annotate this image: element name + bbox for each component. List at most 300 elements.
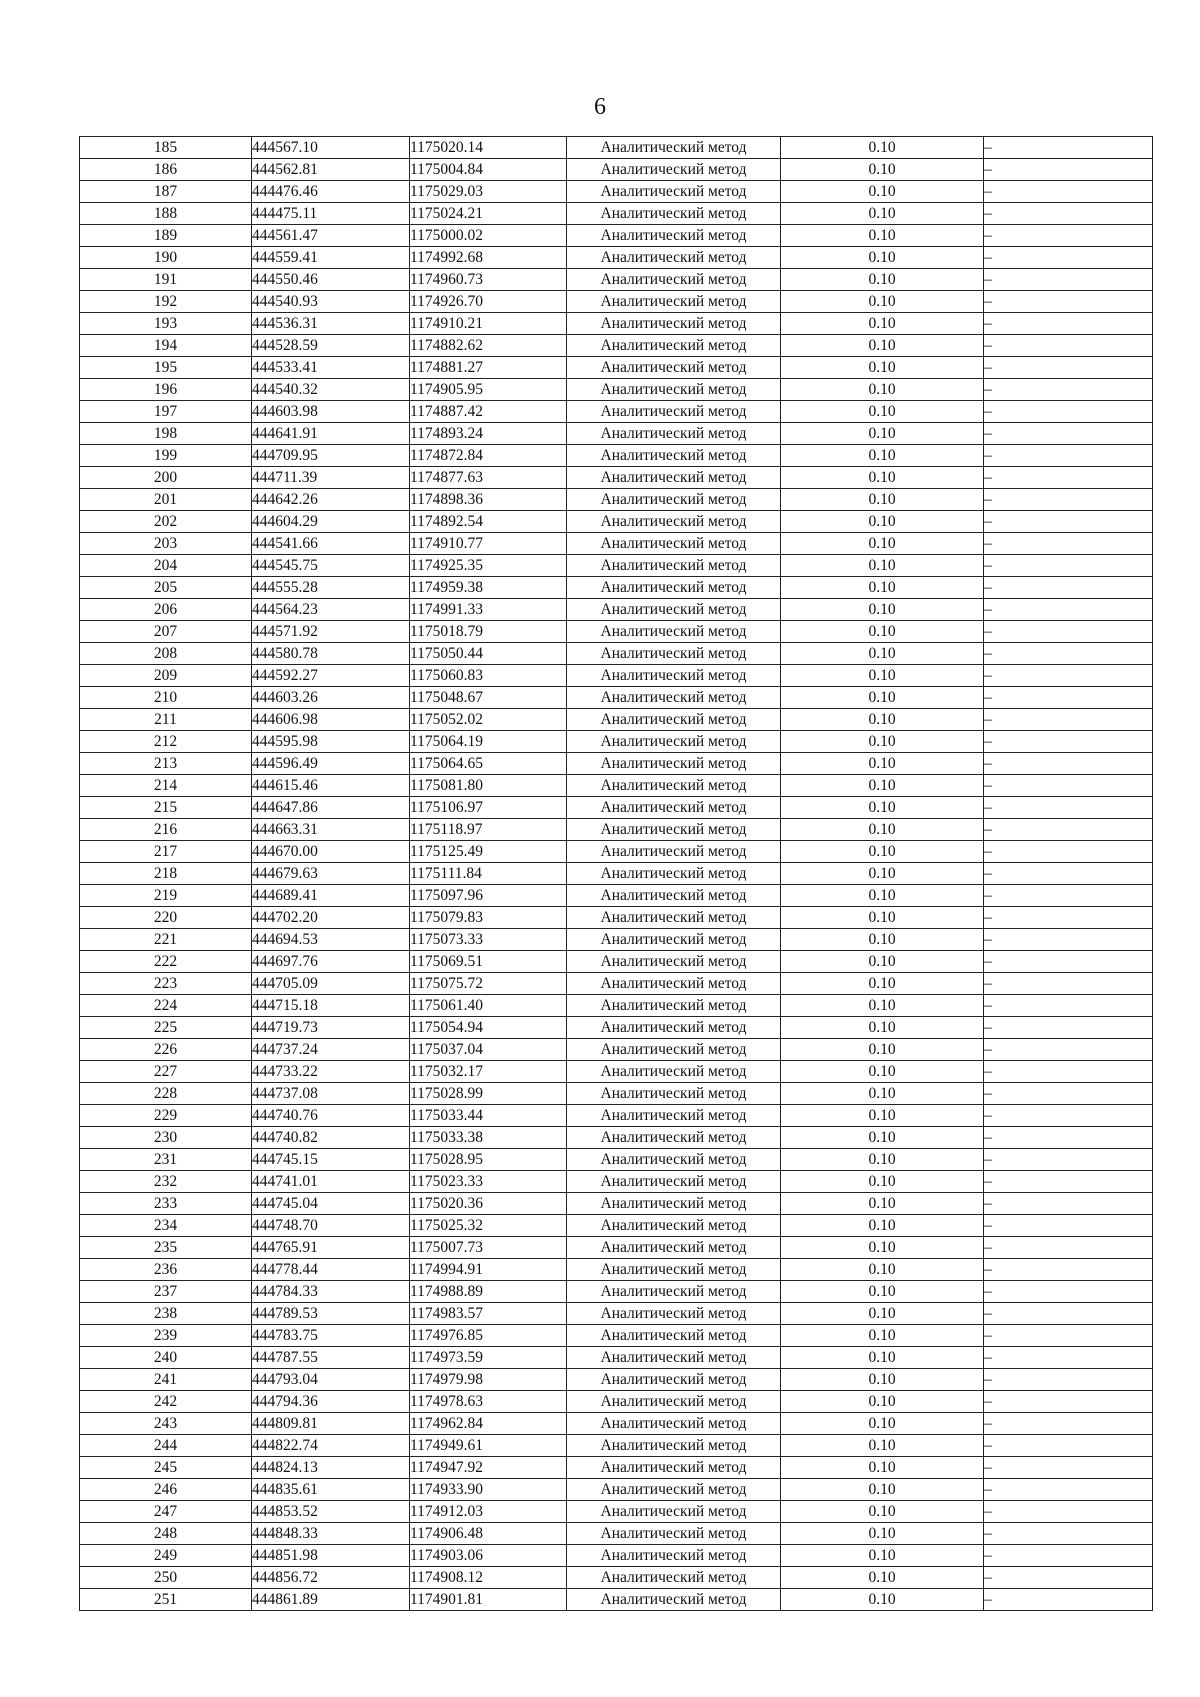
table-row — [80, 269, 1153, 291]
description-cell: – — [984, 1127, 1153, 1149]
point-number-cell: 241 — [80, 1369, 252, 1391]
x-coordinate-cell: 444697.76 — [252, 951, 410, 973]
accuracy-cell: 0.10 — [781, 467, 984, 489]
table-row — [80, 1325, 1153, 1347]
x-coordinate-cell: 444603.26 — [252, 687, 410, 709]
accuracy-cell: 0.10 — [781, 775, 984, 797]
description-cell: – — [984, 1061, 1153, 1083]
table-row — [80, 995, 1153, 1017]
x-coordinate-cell: 444861.89 — [252, 1589, 410, 1611]
accuracy-cell: 0.10 — [781, 269, 984, 291]
y-coordinate-cell: 1174912.03 — [410, 1501, 567, 1523]
point-number-cell: 217 — [80, 841, 252, 863]
method-cell: Аналитический метод — [567, 643, 781, 665]
method-cell: Аналитический метод — [567, 1501, 781, 1523]
x-coordinate-cell: 444745.15 — [252, 1149, 410, 1171]
y-coordinate-cell: 1175007.73 — [410, 1237, 567, 1259]
accuracy-cell: 0.10 — [781, 511, 984, 533]
y-coordinate-cell: 1175054.94 — [410, 1017, 567, 1039]
description-cell: – — [984, 137, 1153, 159]
accuracy-cell: 0.10 — [781, 731, 984, 753]
point-number-cell: 201 — [80, 489, 252, 511]
method-cell: Аналитический метод — [567, 181, 781, 203]
table-row — [80, 533, 1153, 555]
x-coordinate-cell: 444663.31 — [252, 819, 410, 841]
method-cell: Аналитический метод — [567, 1039, 781, 1061]
table-row — [80, 555, 1153, 577]
description-cell: – — [984, 1281, 1153, 1303]
x-coordinate-cell: 444670.00 — [252, 841, 410, 863]
table-row — [80, 225, 1153, 247]
point-number-cell: 193 — [80, 313, 252, 335]
x-coordinate-cell: 444562.81 — [252, 159, 410, 181]
table-row — [80, 1171, 1153, 1193]
description-cell: – — [984, 1457, 1153, 1479]
y-coordinate-cell: 1175029.03 — [410, 181, 567, 203]
description-cell: – — [984, 621, 1153, 643]
table-row — [80, 401, 1153, 423]
table-row — [80, 423, 1153, 445]
method-cell: Аналитический метод — [567, 203, 781, 225]
point-number-cell: 228 — [80, 1083, 252, 1105]
accuracy-cell: 0.10 — [781, 555, 984, 577]
description-cell: – — [984, 1083, 1153, 1105]
point-number-cell: 251 — [80, 1589, 252, 1611]
description-cell: – — [984, 1193, 1153, 1215]
accuracy-cell: 0.10 — [781, 929, 984, 951]
y-coordinate-cell: 1175064.19 — [410, 731, 567, 753]
method-cell: Аналитический метод — [567, 1435, 781, 1457]
table-row — [80, 753, 1153, 775]
x-coordinate-cell: 444592.27 — [252, 665, 410, 687]
table-row — [80, 1017, 1153, 1039]
x-coordinate-cell: 444715.18 — [252, 995, 410, 1017]
method-cell: Аналитический метод — [567, 489, 781, 511]
table-row — [80, 357, 1153, 379]
y-coordinate-cell: 1175061.40 — [410, 995, 567, 1017]
table-row — [80, 1039, 1153, 1061]
description-cell: – — [984, 1325, 1153, 1347]
table-row — [80, 1369, 1153, 1391]
accuracy-cell: 0.10 — [781, 1061, 984, 1083]
y-coordinate-cell: 1174988.89 — [410, 1281, 567, 1303]
y-coordinate-cell: 1174947.92 — [410, 1457, 567, 1479]
method-cell: Аналитический метод — [567, 555, 781, 577]
x-coordinate-cell: 444765.91 — [252, 1237, 410, 1259]
x-coordinate-cell: 444835.61 — [252, 1479, 410, 1501]
point-number-cell: 199 — [80, 445, 252, 467]
method-cell: Аналитический метод — [567, 797, 781, 819]
method-cell: Аналитический метод — [567, 819, 781, 841]
accuracy-cell: 0.10 — [781, 1501, 984, 1523]
accuracy-cell: 0.10 — [781, 665, 984, 687]
y-coordinate-cell: 1174910.21 — [410, 313, 567, 335]
method-cell: Аналитический метод — [567, 1479, 781, 1501]
x-coordinate-cell: 444642.26 — [252, 489, 410, 511]
accuracy-cell: 0.10 — [781, 1039, 984, 1061]
method-cell: Аналитический метод — [567, 313, 781, 335]
y-coordinate-cell: 1174979.98 — [410, 1369, 567, 1391]
x-coordinate-cell: 444475.11 — [252, 203, 410, 225]
x-coordinate-cell: 444745.04 — [252, 1193, 410, 1215]
x-coordinate-cell: 444596.49 — [252, 753, 410, 775]
table-row — [80, 775, 1153, 797]
x-coordinate-cell: 444784.33 — [252, 1281, 410, 1303]
method-cell: Аналитический метод — [567, 621, 781, 643]
table-row — [80, 731, 1153, 753]
description-cell: – — [984, 291, 1153, 313]
accuracy-cell: 0.10 — [781, 379, 984, 401]
accuracy-cell: 0.10 — [781, 203, 984, 225]
x-coordinate-cell: 444719.73 — [252, 1017, 410, 1039]
method-cell: Аналитический метод — [567, 335, 781, 357]
description-cell: – — [984, 313, 1153, 335]
y-coordinate-cell: 1174910.77 — [410, 533, 567, 555]
description-cell: – — [984, 1149, 1153, 1171]
y-coordinate-cell: 1175000.02 — [410, 225, 567, 247]
x-coordinate-cell: 444740.76 — [252, 1105, 410, 1127]
method-cell: Аналитический метод — [567, 841, 781, 863]
table-row — [80, 797, 1153, 819]
table-row — [80, 1589, 1153, 1611]
accuracy-cell: 0.10 — [781, 863, 984, 885]
accuracy-cell: 0.10 — [781, 885, 984, 907]
method-cell: Аналитический метод — [567, 247, 781, 269]
table-row — [80, 1479, 1153, 1501]
x-coordinate-cell: 444595.98 — [252, 731, 410, 753]
y-coordinate-cell: 1174962.84 — [410, 1413, 567, 1435]
description-cell: – — [984, 1567, 1153, 1589]
method-cell: Аналитический метод — [567, 995, 781, 1017]
method-cell: Аналитический метод — [567, 1237, 781, 1259]
point-number-cell: 248 — [80, 1523, 252, 1545]
method-cell: Аналитический метод — [567, 687, 781, 709]
method-cell: Аналитический метод — [567, 1193, 781, 1215]
description-cell: – — [984, 929, 1153, 951]
point-number-cell: 235 — [80, 1237, 252, 1259]
table-row — [80, 1149, 1153, 1171]
accuracy-cell: 0.10 — [781, 335, 984, 357]
method-cell: Аналитический метод — [567, 863, 781, 885]
y-coordinate-cell: 1175118.97 — [410, 819, 567, 841]
description-cell: – — [984, 1413, 1153, 1435]
point-number-cell: 186 — [80, 159, 252, 181]
description-cell: – — [984, 841, 1153, 863]
y-coordinate-cell: 1175097.96 — [410, 885, 567, 907]
point-number-cell: 230 — [80, 1127, 252, 1149]
y-coordinate-cell: 1175125.49 — [410, 841, 567, 863]
point-number-cell: 244 — [80, 1435, 252, 1457]
table-row — [80, 511, 1153, 533]
description-cell: – — [984, 489, 1153, 511]
description-cell: – — [984, 1303, 1153, 1325]
page-number: 6 — [594, 94, 606, 120]
table-row — [80, 379, 1153, 401]
accuracy-cell: 0.10 — [781, 1171, 984, 1193]
accuracy-cell: 0.10 — [781, 357, 984, 379]
method-cell: Аналитический метод — [567, 973, 781, 995]
description-cell: – — [984, 951, 1153, 973]
x-coordinate-cell: 444737.08 — [252, 1083, 410, 1105]
method-cell: Аналитический метод — [567, 1017, 781, 1039]
method-cell: Аналитический метод — [567, 1545, 781, 1567]
method-cell: Аналитический метод — [567, 665, 781, 687]
table-row — [80, 577, 1153, 599]
table-row — [80, 291, 1153, 313]
description-cell: – — [984, 995, 1153, 1017]
x-coordinate-cell: 444787.55 — [252, 1347, 410, 1369]
y-coordinate-cell: 1175064.65 — [410, 753, 567, 775]
x-coordinate-cell: 444856.72 — [252, 1567, 410, 1589]
point-number-cell: 214 — [80, 775, 252, 797]
method-cell: Аналитический метод — [567, 1105, 781, 1127]
y-coordinate-cell: 1174978.63 — [410, 1391, 567, 1413]
table-row — [80, 1391, 1153, 1413]
point-number-cell: 195 — [80, 357, 252, 379]
method-cell: Аналитический метод — [567, 775, 781, 797]
accuracy-cell: 0.10 — [781, 423, 984, 445]
x-coordinate-cell: 444528.59 — [252, 335, 410, 357]
accuracy-cell: 0.10 — [781, 181, 984, 203]
y-coordinate-cell: 1175025.32 — [410, 1215, 567, 1237]
table-row — [80, 1501, 1153, 1523]
point-number-cell: 198 — [80, 423, 252, 445]
description-cell: – — [984, 907, 1153, 929]
x-coordinate-cell: 444783.75 — [252, 1325, 410, 1347]
y-coordinate-cell: 1175037.04 — [410, 1039, 567, 1061]
accuracy-cell: 0.10 — [781, 1325, 984, 1347]
y-coordinate-cell: 1174991.33 — [410, 599, 567, 621]
table-row — [80, 929, 1153, 951]
table-row — [80, 907, 1153, 929]
description-cell: – — [984, 1545, 1153, 1567]
point-number-cell: 234 — [80, 1215, 252, 1237]
y-coordinate-cell: 1175018.79 — [410, 621, 567, 643]
x-coordinate-cell: 444733.22 — [252, 1061, 410, 1083]
y-coordinate-cell: 1175024.21 — [410, 203, 567, 225]
point-number-cell: 233 — [80, 1193, 252, 1215]
table-row — [80, 1061, 1153, 1083]
point-number-cell: 200 — [80, 467, 252, 489]
table-row — [80, 951, 1153, 973]
method-cell: Аналитический метод — [567, 1281, 781, 1303]
method-cell: Аналитический метод — [567, 269, 781, 291]
y-coordinate-cell: 1175020.14 — [410, 137, 567, 159]
y-coordinate-cell: 1174882.62 — [410, 335, 567, 357]
table-row — [80, 973, 1153, 995]
method-cell: Аналитический метод — [567, 159, 781, 181]
method-cell: Аналитический метод — [567, 137, 781, 159]
table-row — [80, 1545, 1153, 1567]
x-coordinate-cell: 444536.31 — [252, 313, 410, 335]
accuracy-cell: 0.10 — [781, 687, 984, 709]
y-coordinate-cell: 1175020.36 — [410, 1193, 567, 1215]
point-number-cell: 216 — [80, 819, 252, 841]
y-coordinate-cell: 1175050.44 — [410, 643, 567, 665]
y-coordinate-cell: 1174872.84 — [410, 445, 567, 467]
accuracy-cell: 0.10 — [781, 1567, 984, 1589]
method-cell: Аналитический метод — [567, 907, 781, 929]
x-coordinate-cell: 444778.44 — [252, 1259, 410, 1281]
table-row — [80, 1105, 1153, 1127]
method-cell: Аналитический метод — [567, 731, 781, 753]
accuracy-cell: 0.10 — [781, 159, 984, 181]
point-number-cell: 247 — [80, 1501, 252, 1523]
point-number-cell: 188 — [80, 203, 252, 225]
description-cell: – — [984, 819, 1153, 841]
point-number-cell: 220 — [80, 907, 252, 929]
x-coordinate-cell: 444853.52 — [252, 1501, 410, 1523]
method-cell: Аналитический метод — [567, 1589, 781, 1611]
table-row — [80, 1259, 1153, 1281]
y-coordinate-cell: 1174960.73 — [410, 269, 567, 291]
y-coordinate-cell: 1175033.44 — [410, 1105, 567, 1127]
description-cell: – — [984, 1237, 1153, 1259]
accuracy-cell: 0.10 — [781, 951, 984, 973]
description-cell: – — [984, 225, 1153, 247]
table-row — [80, 621, 1153, 643]
accuracy-cell: 0.10 — [781, 401, 984, 423]
point-number-cell: 222 — [80, 951, 252, 973]
x-coordinate-cell: 444571.92 — [252, 621, 410, 643]
description-cell: – — [984, 467, 1153, 489]
description-cell: – — [984, 599, 1153, 621]
x-coordinate-cell: 444679.63 — [252, 863, 410, 885]
table-row — [80, 1457, 1153, 1479]
point-number-cell: 224 — [80, 995, 252, 1017]
description-cell: – — [984, 1369, 1153, 1391]
x-coordinate-cell: 444709.95 — [252, 445, 410, 467]
table-row — [80, 445, 1153, 467]
x-coordinate-cell: 444555.28 — [252, 577, 410, 599]
point-number-cell: 246 — [80, 1479, 252, 1501]
table-row — [80, 467, 1153, 489]
table-row — [80, 1215, 1153, 1237]
method-cell: Аналитический метод — [567, 445, 781, 467]
point-number-cell: 249 — [80, 1545, 252, 1567]
point-number-cell: 209 — [80, 665, 252, 687]
y-coordinate-cell: 1175048.67 — [410, 687, 567, 709]
method-cell: Аналитический метод — [567, 1171, 781, 1193]
description-cell: – — [984, 555, 1153, 577]
method-cell: Аналитический метод — [567, 1523, 781, 1545]
description-cell: – — [984, 643, 1153, 665]
accuracy-cell: 0.10 — [781, 291, 984, 313]
accuracy-cell: 0.10 — [781, 1083, 984, 1105]
accuracy-cell: 0.10 — [781, 247, 984, 269]
x-coordinate-cell: 444533.41 — [252, 357, 410, 379]
description-cell: – — [984, 863, 1153, 885]
description-cell: – — [984, 775, 1153, 797]
table-row — [80, 1303, 1153, 1325]
method-cell: Аналитический метод — [567, 1567, 781, 1589]
description-cell: – — [984, 709, 1153, 731]
point-number-cell: 219 — [80, 885, 252, 907]
method-cell: Аналитический метод — [567, 291, 781, 313]
point-number-cell: 250 — [80, 1567, 252, 1589]
accuracy-cell: 0.10 — [781, 1215, 984, 1237]
x-coordinate-cell: 444559.41 — [252, 247, 410, 269]
table-row — [80, 1281, 1153, 1303]
y-coordinate-cell: 1174994.91 — [410, 1259, 567, 1281]
accuracy-cell: 0.10 — [781, 1413, 984, 1435]
point-number-cell: 238 — [80, 1303, 252, 1325]
description-cell: – — [984, 577, 1153, 599]
accuracy-cell: 0.10 — [781, 841, 984, 863]
y-coordinate-cell: 1174898.36 — [410, 489, 567, 511]
method-cell: Аналитический метод — [567, 1149, 781, 1171]
point-number-cell: 213 — [80, 753, 252, 775]
point-number-cell: 242 — [80, 1391, 252, 1413]
description-cell: – — [984, 973, 1153, 995]
point-number-cell: 197 — [80, 401, 252, 423]
y-coordinate-cell: 1175004.84 — [410, 159, 567, 181]
point-number-cell: 231 — [80, 1149, 252, 1171]
coordinates-table — [79, 136, 1153, 1611]
table-row — [80, 1347, 1153, 1369]
table-row — [80, 841, 1153, 863]
description-cell: – — [984, 401, 1153, 423]
accuracy-cell: 0.10 — [781, 489, 984, 511]
point-number-cell: 202 — [80, 511, 252, 533]
x-coordinate-cell: 444604.29 — [252, 511, 410, 533]
accuracy-cell: 0.10 — [781, 797, 984, 819]
accuracy-cell: 0.10 — [781, 137, 984, 159]
method-cell: Аналитический метод — [567, 401, 781, 423]
method-cell: Аналитический метод — [567, 1127, 781, 1149]
accuracy-cell: 0.10 — [781, 753, 984, 775]
point-number-cell: 245 — [80, 1457, 252, 1479]
accuracy-cell: 0.10 — [781, 577, 984, 599]
x-coordinate-cell: 444540.93 — [252, 291, 410, 313]
accuracy-cell: 0.10 — [781, 973, 984, 995]
point-number-cell: 226 — [80, 1039, 252, 1061]
x-coordinate-cell: 444702.20 — [252, 907, 410, 929]
x-coordinate-cell: 444476.46 — [252, 181, 410, 203]
point-number-cell: 223 — [80, 973, 252, 995]
point-number-cell: 227 — [80, 1061, 252, 1083]
method-cell: Аналитический метод — [567, 379, 781, 401]
x-coordinate-cell: 444603.98 — [252, 401, 410, 423]
x-coordinate-cell: 444711.39 — [252, 467, 410, 489]
description-cell: – — [984, 511, 1153, 533]
y-coordinate-cell: 1174926.70 — [410, 291, 567, 313]
y-coordinate-cell: 1175075.72 — [410, 973, 567, 995]
point-number-cell: 190 — [80, 247, 252, 269]
y-coordinate-cell: 1174949.61 — [410, 1435, 567, 1457]
table-row — [80, 1127, 1153, 1149]
y-coordinate-cell: 1174892.54 — [410, 511, 567, 533]
accuracy-cell: 0.10 — [781, 1303, 984, 1325]
x-coordinate-cell: 444809.81 — [252, 1413, 410, 1435]
method-cell: Аналитический метод — [567, 1413, 781, 1435]
point-number-cell: 211 — [80, 709, 252, 731]
method-cell: Аналитический метод — [567, 929, 781, 951]
x-coordinate-cell: 444540.32 — [252, 379, 410, 401]
y-coordinate-cell: 1175028.95 — [410, 1149, 567, 1171]
y-coordinate-cell: 1174887.42 — [410, 401, 567, 423]
method-cell: Аналитический метод — [567, 951, 781, 973]
description-cell: – — [984, 1039, 1153, 1061]
table-row — [80, 489, 1153, 511]
y-coordinate-cell: 1174976.85 — [410, 1325, 567, 1347]
description-cell: – — [984, 1589, 1153, 1611]
y-coordinate-cell: 1174877.63 — [410, 467, 567, 489]
table-row — [80, 1567, 1153, 1589]
table-row — [80, 335, 1153, 357]
description-cell: – — [984, 423, 1153, 445]
accuracy-cell: 0.10 — [781, 1105, 984, 1127]
